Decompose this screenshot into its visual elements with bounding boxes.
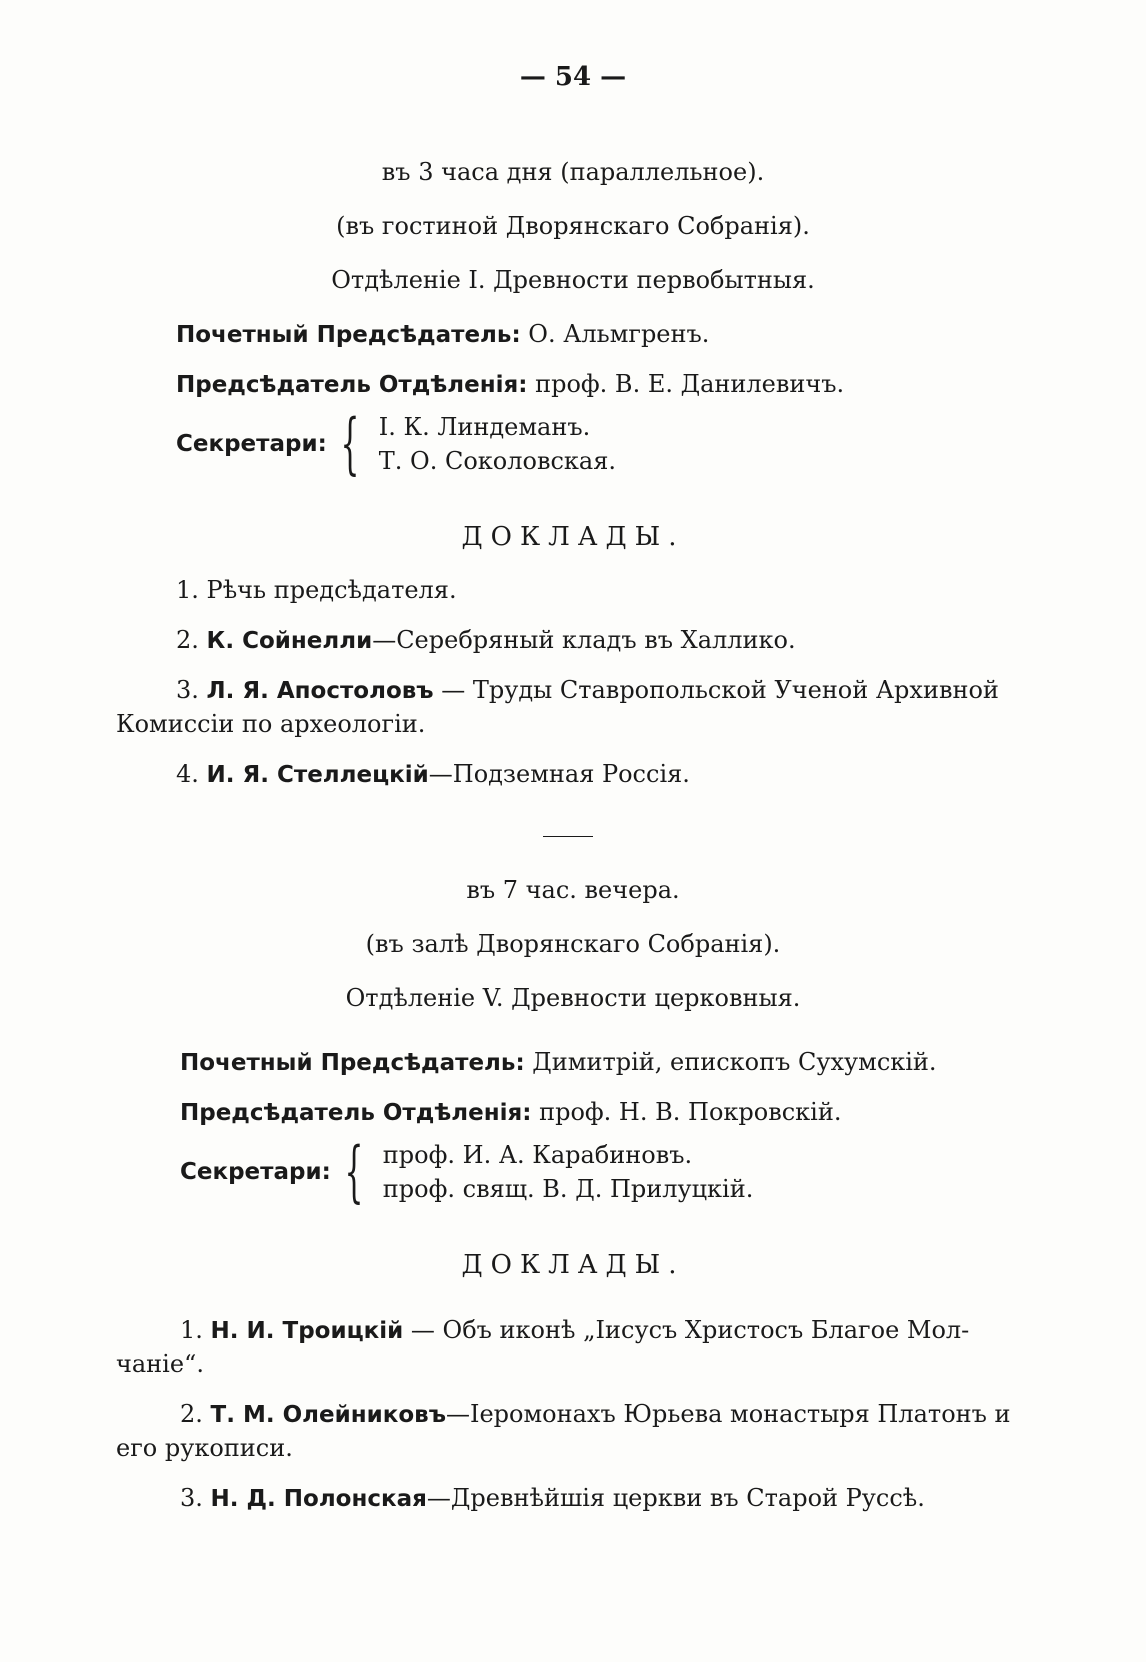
report-continuation: его рукописи. [116,1434,293,1462]
report-item [180,1316,969,1344]
chair-value: проф. Н. В. Покровскій. [539,1098,842,1126]
report-item [180,1400,1011,1428]
report-number: 3. [176,676,199,704]
brace-icon: { [340,405,360,482]
report-title: — Труды Ставропольской Ученой Архивной [433,676,999,704]
report-continuation: Комиссіи по археологіи. [116,710,426,738]
report-continuation: чаніе“. [116,1350,204,1378]
chair-value: проф. В. Е. Данилевичъ. [535,370,845,398]
session2-secretaries [180,1133,754,1210]
report-item [176,576,457,604]
session1-section: Отдѣленіе I. Древности первобытныя. [331,266,815,294]
session1-honorary-chair [176,320,709,348]
report-title: —Подземная Россія. [428,760,690,788]
report-item [180,1484,925,1512]
secretaries-label: Секретари: [176,431,327,457]
report-title: —Древнѣйшія церкви въ Старой Руссѣ. [426,1484,925,1512]
session2-chair [180,1098,841,1126]
report-number: 1. [180,1316,203,1344]
secretary-name: проф. свящ. В. Д. Прилуцкій. [382,1175,754,1203]
report-author: Н. И. Троицкій [210,1318,404,1344]
report-author: Л. Я. Апостоловъ [206,678,434,704]
secretary-name: Т. О. Соколовская. [378,447,616,475]
report-item [176,626,796,654]
report-author: К. Сойнелли [206,628,373,654]
secretary-name: проф. И. А. Карабиновъ. [382,1141,693,1169]
report-author: Т. М. Олейниковъ [210,1402,446,1428]
section-divider [543,836,593,837]
chair-label: Предсѣдатель Отдѣленія: [180,1100,532,1126]
report-item [176,760,690,788]
report-author: Н. Д. Полонская [210,1486,427,1512]
session2-reports-heading: ДОКЛАДЫ. [461,1250,685,1280]
secretary-name: I. К. Линдеманъ. [378,413,591,441]
honorary-chair-value: О. Альмгренъ. [528,320,710,348]
session2-honorary-chair [180,1048,937,1076]
report-item [176,676,999,704]
brace-icon: { [344,1133,364,1210]
session1-chair [176,370,844,398]
chair-label: Предсѣдатель Отдѣленія: [176,372,528,398]
honorary-chair-value: Димитрій, епископъ Сухумскій. [532,1048,937,1076]
secretaries-label: Секретари: [180,1159,331,1185]
report-number: 3. [180,1484,203,1512]
page-number: — 54 — [519,62,627,92]
report-number: 2. [176,626,199,654]
session2-place: (въ залѣ Дворянскаго Собранія). [365,930,781,958]
session1-secretaries [176,405,616,482]
session2-section: Отдѣленіе V. Древности церковныя. [345,984,801,1012]
report-title: —Серебряный кладъ въ Халлико. [372,626,796,654]
session1-reports-heading: ДОКЛАДЫ. [461,522,685,552]
report-author: И. Я. Стеллецкій [206,762,429,788]
session1-time: въ 3 часа дня (параллельное). [381,158,765,186]
report-number: 2. [180,1400,203,1428]
session1-place: (въ гостиной Дворянскаго Собранія). [336,212,810,240]
report-title: —Іеромонахъ Юрьева монастыря Платонъ и [445,1400,1011,1428]
session2-time: въ 7 час. вечера. [466,876,680,904]
report-number: 4. [176,760,199,788]
report-title: — Объ иконѣ „Іисусъ Христосъ Благое Мол- [403,1316,970,1344]
honorary-chair-label: Почетный Предсѣдатель: [176,322,521,348]
report-number: 1. [176,576,199,604]
honorary-chair-label: Почетный Предсѣдатель: [180,1050,525,1076]
report-title: Рѣчь предсѣдателя. [206,576,457,604]
